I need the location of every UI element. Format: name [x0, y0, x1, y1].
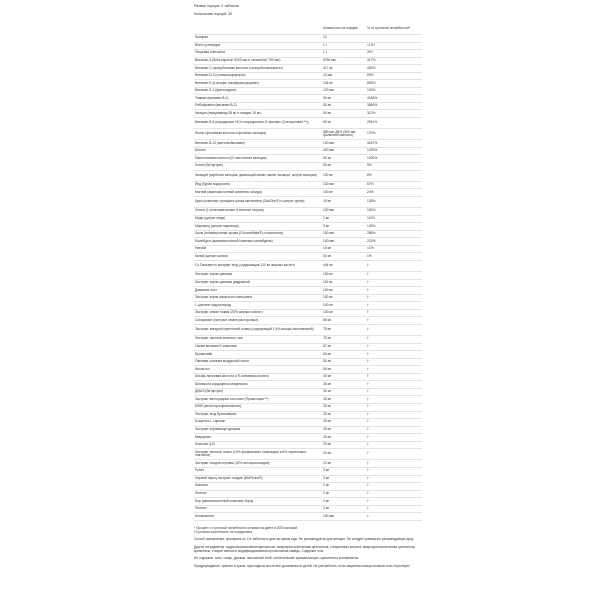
amount-per-serving: 20 мг	[322, 449, 366, 460]
amount-per-serving: 50 мг	[322, 155, 366, 163]
ingredient-name: Холин (битартрат)	[194, 163, 322, 171]
daily-value: †	[366, 309, 422, 317]
column-header-amount: Количество на порцию	[322, 23, 366, 35]
amount-per-serving: 30 мг	[322, 396, 366, 404]
ingredient-name: Всего углеводов	[194, 42, 322, 50]
table-row	[194, 505, 422, 513]
table-row	[194, 260, 422, 271]
amount-per-serving: 3 мг	[322, 468, 366, 476]
daily-value: 24%	[366, 189, 422, 197]
daily-value: 312%	[366, 110, 422, 118]
ingredient-name: Тиамин (витамин B-1)	[194, 95, 322, 103]
ingredient-name: Альфа-липоевая кислота и R-липоевая кислота	[194, 373, 322, 381]
table-row	[194, 351, 422, 359]
ingredient-name: Овсяная соломка воздушной части	[194, 358, 322, 366]
table-row	[194, 483, 422, 491]
ingredient-name: Марганец (цитрат марганца)	[194, 223, 322, 231]
daily-value: †	[366, 396, 422, 404]
daily-value: †	[366, 317, 422, 325]
ingredient-name: Экстракт листьев гинкго (24% флавоновых гликозидов и 6% терпеновых лактонов)	[194, 449, 322, 460]
ingredient-name: Экстракт корня крапивы	[194, 272, 322, 280]
daily-value: †	[366, 381, 422, 389]
ingredient-name: L-цистеин гидрохлорид	[194, 302, 322, 310]
ingredient-name: Калий (цитрат калия)	[194, 253, 322, 261]
amount-per-serving: 100 мг	[322, 302, 366, 310]
table-row	[194, 373, 422, 381]
table-row	[194, 513, 422, 521]
footnote-daily-value: * Процент от суточной потребности основан на диете в 2000 калорий.	[194, 525, 298, 530]
table-row	[194, 358, 422, 366]
table-row	[194, 80, 422, 88]
table-row	[194, 381, 422, 389]
daily-value: 4166%	[366, 95, 422, 103]
ingredient-name: Витамин B-12 (метилкобаламин)	[194, 140, 322, 148]
daily-value: <1%	[366, 245, 422, 253]
amount-per-serving: 400 мкг	[322, 147, 366, 155]
table-row	[194, 279, 422, 287]
ingredient-name: Бромелайн	[194, 351, 322, 359]
ingredient-name: Витамин C (аскорбиновая кислота и аскорбилпальмитат)	[194, 65, 322, 73]
daily-value: 181%	[366, 208, 422, 216]
table-row	[194, 388, 422, 396]
table-row	[194, 238, 422, 246]
amount-per-serving: 100 мкг	[322, 140, 366, 148]
ingredient-name: Витамин A (бета-каротин 5000 мкг и пальмитат 750 мкг)	[194, 57, 322, 65]
table-row	[194, 196, 422, 207]
table-body	[194, 35, 422, 521]
table-row	[194, 35, 422, 43]
amount-per-serving: 1 г	[322, 50, 366, 58]
daily-value: 67%	[366, 181, 422, 189]
ingredient-name: Гамма витамин E комплекс	[194, 343, 322, 351]
amount-per-serving: 2 мг	[322, 490, 366, 498]
daily-value: 893%	[366, 80, 422, 88]
ingredient-name: Пантотеновая кислота (D-пантотенат кальция)	[194, 155, 322, 163]
amount-per-serving: 10	[322, 35, 366, 43]
table-row	[194, 72, 422, 80]
daily-value: †	[366, 302, 422, 310]
ingredient-name: Рибофлавин (витамин B-2)	[194, 102, 322, 110]
ingredient-name: Экстракт виноградных косточек (Проантоцин™)	[194, 396, 322, 404]
daily-value: 1%	[366, 253, 422, 261]
table-row	[194, 170, 422, 181]
amount-per-serving: 100 мг	[322, 309, 366, 317]
amount-per-serving: 3 мг	[322, 223, 366, 231]
daily-value: †	[366, 513, 422, 521]
amount-per-serving: 100 мкг	[322, 238, 366, 246]
daily-value: †	[366, 434, 422, 442]
ingredient-name: Экстракт корня азиатского женьшеня	[194, 294, 322, 302]
daily-value: †	[366, 404, 422, 412]
daily-value: 9%	[366, 163, 422, 171]
ingredient-name: Астаксантин	[194, 513, 322, 521]
amount-per-serving: 2 мг	[322, 483, 366, 491]
amount-per-serving: 10 мг	[322, 460, 366, 468]
notes	[194, 526, 422, 568]
daily-value: 136%	[366, 196, 422, 207]
table-row	[194, 468, 422, 476]
amount-per-serving: 67 мг	[322, 343, 366, 351]
table-row	[194, 302, 422, 310]
ingredient-name: Кальций (карбонат кальция, дикальций малат, малат кальция, цитрат кальция)	[194, 170, 322, 181]
ingredient-name: Рутин	[194, 468, 322, 476]
table-row	[194, 498, 422, 506]
daily-value: †	[366, 294, 422, 302]
daily-value: †	[366, 426, 422, 434]
ingredient-name: Витамин E (d-альфа-токоферилсукцинат)	[194, 80, 322, 88]
table-row	[194, 102, 422, 110]
table-row	[194, 449, 422, 460]
table-row	[194, 460, 422, 468]
amount-per-serving: 75 мг	[322, 324, 366, 335]
table-row	[194, 230, 422, 238]
ingredient-name: Ниацин (ниацинамид 35 мг и ниацин 15 мг)	[194, 110, 322, 118]
table-row	[194, 411, 422, 419]
table-row	[194, 404, 422, 412]
daily-value: †	[366, 490, 422, 498]
amount-per-serving: 2 мг	[322, 498, 366, 506]
ingredient-name: Экстракт листьев зеленого чая	[194, 336, 322, 344]
amount-per-serving: 680 мкг ДФЭ (300 мкг фолиевой кислоты)	[322, 129, 366, 140]
table-header-row	[194, 23, 422, 35]
amount-per-serving: 100 мкг	[322, 513, 366, 521]
daily-value: †	[366, 366, 422, 374]
amount-per-serving: 60 мг	[322, 351, 366, 359]
amount-per-serving: 150 мг	[322, 272, 366, 280]
ingredient-name: Инозитол	[194, 366, 322, 374]
amount-per-serving: 35 мг	[322, 381, 366, 389]
amount-per-serving: 2 мг	[322, 505, 366, 513]
table-row	[194, 426, 422, 434]
ingredient-name: Кверцетин	[194, 434, 322, 442]
daily-value: 222%	[366, 238, 422, 246]
other-ingredients-text: Другие ингредиенты: гидроксипропилметилцеллюлоза, микрокристаллическая целлюлоза, стеариновая кислота, микрокристаллическая целлюлоза, кремнезем, стеарат магния и модифицированная целлюлозная камедь. Содержит сою.	[194, 544, 416, 553]
daily-value: †	[366, 324, 422, 335]
amount-per-serving: 25 мг	[322, 419, 366, 427]
ingredient-name: Пищевая клетчатка	[194, 50, 322, 58]
table-row	[194, 294, 422, 302]
amount-per-serving: 417 мг	[322, 65, 366, 73]
table-row	[194, 317, 422, 325]
daily-value: †	[366, 358, 422, 366]
amount-per-serving: 40 мг	[322, 373, 366, 381]
table-row	[194, 147, 422, 155]
amount-per-serving: 30 мг	[322, 388, 366, 396]
ingredient-name: N-ацетил-L-тирозин	[194, 419, 322, 427]
ingredient-name: Витамин B-6 (пиридоксин HCl и пиридоксаль-5'-фосфат (Coenzymated™))	[194, 118, 322, 129]
daily-value: 170%	[366, 129, 422, 140]
ingredient-name: MSM (метилсульфонилметан)	[194, 404, 322, 412]
ingredient-name: Дамианы лист	[194, 287, 322, 295]
table-row	[194, 434, 422, 442]
ingredient-name: Экстракт ягод бузиновника	[194, 411, 322, 419]
amount-per-serving: 15 мг	[322, 196, 366, 207]
amount-per-serving: 134 мг	[322, 80, 366, 88]
daily-value: 8%	[366, 170, 422, 181]
ingredient-name: Биотин	[194, 147, 322, 155]
daily-value: †	[366, 419, 422, 427]
daily-value: †	[366, 460, 422, 468]
table-row	[194, 208, 422, 216]
daily-value: †	[366, 449, 422, 460]
ingredient-name: Коэнзим Q10	[194, 441, 322, 449]
daily-value: 1000%	[366, 155, 422, 163]
amount-per-serving: 5750 мкг	[322, 57, 366, 65]
daily-value: 463%	[366, 65, 422, 73]
daily-value: †	[366, 441, 422, 449]
daily-value: 50%	[366, 72, 422, 80]
ingredient-name: Селен (L-селенометионин и селенит натрия)	[194, 208, 322, 216]
ingredient-name: Хром (полиникотинат хрома (ChromeMate®) и пиколинат)	[194, 230, 322, 238]
daily-value: †	[366, 373, 422, 381]
ingredient-name: Со Пальметто экстракт ягод (содержащие 110 мг жирных кислот)	[194, 260, 322, 271]
amount-per-serving: 10 мкг	[322, 72, 366, 80]
amount-per-serving: 444 мг	[322, 260, 366, 271]
daily-value: †	[366, 388, 422, 396]
ingredient-name: Черный перец экстракт плодов (BioPerine®)	[194, 475, 322, 483]
daily-value: †	[366, 483, 422, 491]
amount-per-serving: 110 мг	[322, 279, 366, 287]
amount-per-serving: 25 мг	[322, 426, 366, 434]
table-row	[194, 50, 422, 58]
ingredient-name: Цинк (комплекс сульфата цинка-метионина (OptiZinc®) и цитрат цинка)	[194, 196, 322, 207]
amount-per-serving: 100 мг	[322, 287, 366, 295]
amount-per-serving: 50 мг	[322, 163, 366, 171]
daily-value: †	[366, 260, 422, 271]
daily-value: †	[366, 351, 422, 359]
daily-value: 2941%	[366, 118, 422, 129]
ingredient-name: Калории	[194, 35, 322, 43]
ingredient-name: Экстракт плодов черники (32% антоцианозидов)	[194, 460, 322, 468]
amount-per-serving: 30 мг	[322, 404, 366, 412]
column-header-ingredient	[194, 23, 322, 35]
table-row	[194, 110, 422, 118]
amount-per-serving: 75 мг	[322, 336, 366, 344]
amount-per-serving: 25 мг	[322, 434, 366, 442]
daily-value: †	[366, 475, 422, 483]
ingredient-name: Экстракт семян тыквы (25% жирных кислот)	[194, 309, 322, 317]
daily-value: 417%	[366, 57, 422, 65]
table-row	[194, 181, 422, 189]
daily-value: †	[366, 468, 422, 476]
free-of-text: Не содержит: соль, сахар, дрожжи, пшеничный клей, синтетические ароматизаторы, красители и консерванты.	[194, 556, 359, 561]
table-row	[194, 419, 422, 427]
table-row	[194, 42, 422, 50]
table-row	[194, 118, 422, 129]
daily-value: †	[366, 411, 422, 419]
amount-per-serving: 100 мкг	[322, 181, 366, 189]
table-row	[194, 366, 422, 374]
amount-per-serving: 1 г	[322, 42, 366, 50]
daily-value: 130%	[366, 223, 422, 231]
amount-per-serving: 15 мг	[322, 245, 366, 253]
ingredient-name: Экстракт корня крапивы двудомной	[194, 279, 322, 287]
amount-per-serving: 100 мкг	[322, 230, 366, 238]
table-row	[194, 336, 422, 344]
supplement-facts	[194, 0, 422, 571]
ingredient-name: Бионикота кордицепса мицелиаль	[194, 381, 322, 389]
amount-per-serving: 100 мг	[322, 189, 366, 197]
daily-value: 286%	[366, 230, 422, 238]
ingredient-name: Витамин K-1 (фитонадион)	[194, 87, 322, 95]
daily-value: <1%*	[366, 42, 422, 50]
nutrition-table	[194, 23, 422, 521]
table-row	[194, 287, 422, 295]
table-row	[194, 223, 422, 231]
table-row	[194, 65, 422, 73]
amount-per-serving: 50 мг	[322, 358, 366, 366]
table-row	[194, 57, 422, 65]
amount-per-serving: 50 мг	[322, 366, 366, 374]
ingredient-name: ДМАЭ (битартрат)	[194, 388, 322, 396]
table-row	[194, 441, 422, 449]
amount-per-serving: 3 мг	[322, 475, 366, 483]
table-row	[194, 324, 422, 335]
ingredient-name: Молибден (аминокислотный комплекс молибдена)	[194, 238, 322, 246]
amount-per-serving: 50 мг	[322, 253, 366, 261]
table-row	[194, 253, 422, 261]
daily-value: †	[366, 498, 422, 506]
ingredient-name: Лютеин	[194, 505, 322, 513]
table-row	[194, 272, 422, 280]
warning-text: Предупреждение: хранить в сухом, прохладном месте вне досягаемости детей. Не употреблять, если защитная кольца сломано или отсутствует.	[194, 563, 411, 568]
usage-text: Способ применения: принимать по 2-4 таблетки в день во время еды. Не рекомендуется для женщин. Не следует превышать рекомендуемую дозу.	[194, 537, 414, 542]
amount-per-serving: 20 мг	[322, 441, 366, 449]
daily-value: 1333%	[366, 147, 422, 155]
ingredient-name: Бор (аминокислотный комплекс бора)	[194, 498, 322, 506]
table-row	[194, 155, 422, 163]
daily-value: †	[366, 279, 422, 287]
amount-per-serving: 100 мг	[322, 294, 366, 302]
ingredient-name: Магний (аминокислотный комплекс оксида)	[194, 189, 322, 197]
table-row	[194, 129, 422, 140]
amount-per-serving: 100 мкг	[322, 208, 366, 216]
table-row	[194, 475, 422, 483]
daily-value: 4167%	[366, 140, 422, 148]
table-row	[194, 309, 422, 317]
daily-value: 100%	[366, 87, 422, 95]
table-row	[194, 215, 422, 223]
amount-per-serving: 100 мг	[322, 170, 366, 181]
table-row	[194, 396, 422, 404]
table-row	[194, 140, 422, 148]
daily-value: 3846%	[366, 102, 422, 110]
ingredient-name: Ликопин	[194, 483, 322, 491]
amount-per-serving: 50 мг	[322, 102, 366, 110]
table-row	[194, 343, 422, 351]
ingredient-name: Лютеин	[194, 490, 322, 498]
daily-value: †	[366, 272, 422, 280]
table-row	[194, 245, 422, 253]
ingredient-name: Сахаромин (экстракт семян расторопши)	[194, 317, 322, 325]
servings-per-container: Количество порций: 30	[194, 12, 233, 16]
footnote-not-established: †Суточная потребность не определена.	[194, 529, 253, 534]
daily-value	[366, 35, 422, 43]
daily-value: †	[366, 505, 422, 513]
table-row	[194, 95, 422, 103]
ingredient-name: Экстракт корневища куркумы	[194, 426, 322, 434]
ingredient-name: Йод (бурая водоросль)	[194, 181, 322, 189]
serving-size: Размер порции: 2 таблетки	[194, 4, 240, 8]
ingredient-name: Фолат (фолиевая кислота и фолинат кальция)	[194, 129, 322, 140]
amount-per-serving: 120 мкг	[322, 87, 366, 95]
daily-value: †	[366, 287, 422, 295]
ingredient-name: Витамин D-3 (холекальциферол)	[194, 72, 322, 80]
daily-value: 3%*	[366, 50, 422, 58]
daily-value: 111%	[366, 215, 422, 223]
ingredient-name: Медь (цитрат меди)	[194, 215, 322, 223]
table-row	[194, 189, 422, 197]
ingredient-name: Натрий	[194, 245, 322, 253]
table-row	[194, 490, 422, 498]
ingredient-name: Экстракт звездной цветочной тыквы (содержащий 1,6% альфа-линоленовой)	[194, 324, 322, 335]
amount-per-serving: 1 мг	[322, 215, 366, 223]
daily-value: †	[366, 343, 422, 351]
amount-per-serving: 85 мг	[322, 317, 366, 325]
table-row	[194, 163, 422, 171]
amount-per-serving: 50 мг	[322, 95, 366, 103]
table-row	[194, 87, 422, 95]
daily-value: †	[366, 336, 422, 344]
amount-per-serving: 25 мг	[322, 411, 366, 419]
amount-per-serving: 50 мг	[322, 118, 366, 129]
column-header-daily-value: % от суточной потребности*	[366, 23, 422, 35]
amount-per-serving: 50 мг	[322, 110, 366, 118]
